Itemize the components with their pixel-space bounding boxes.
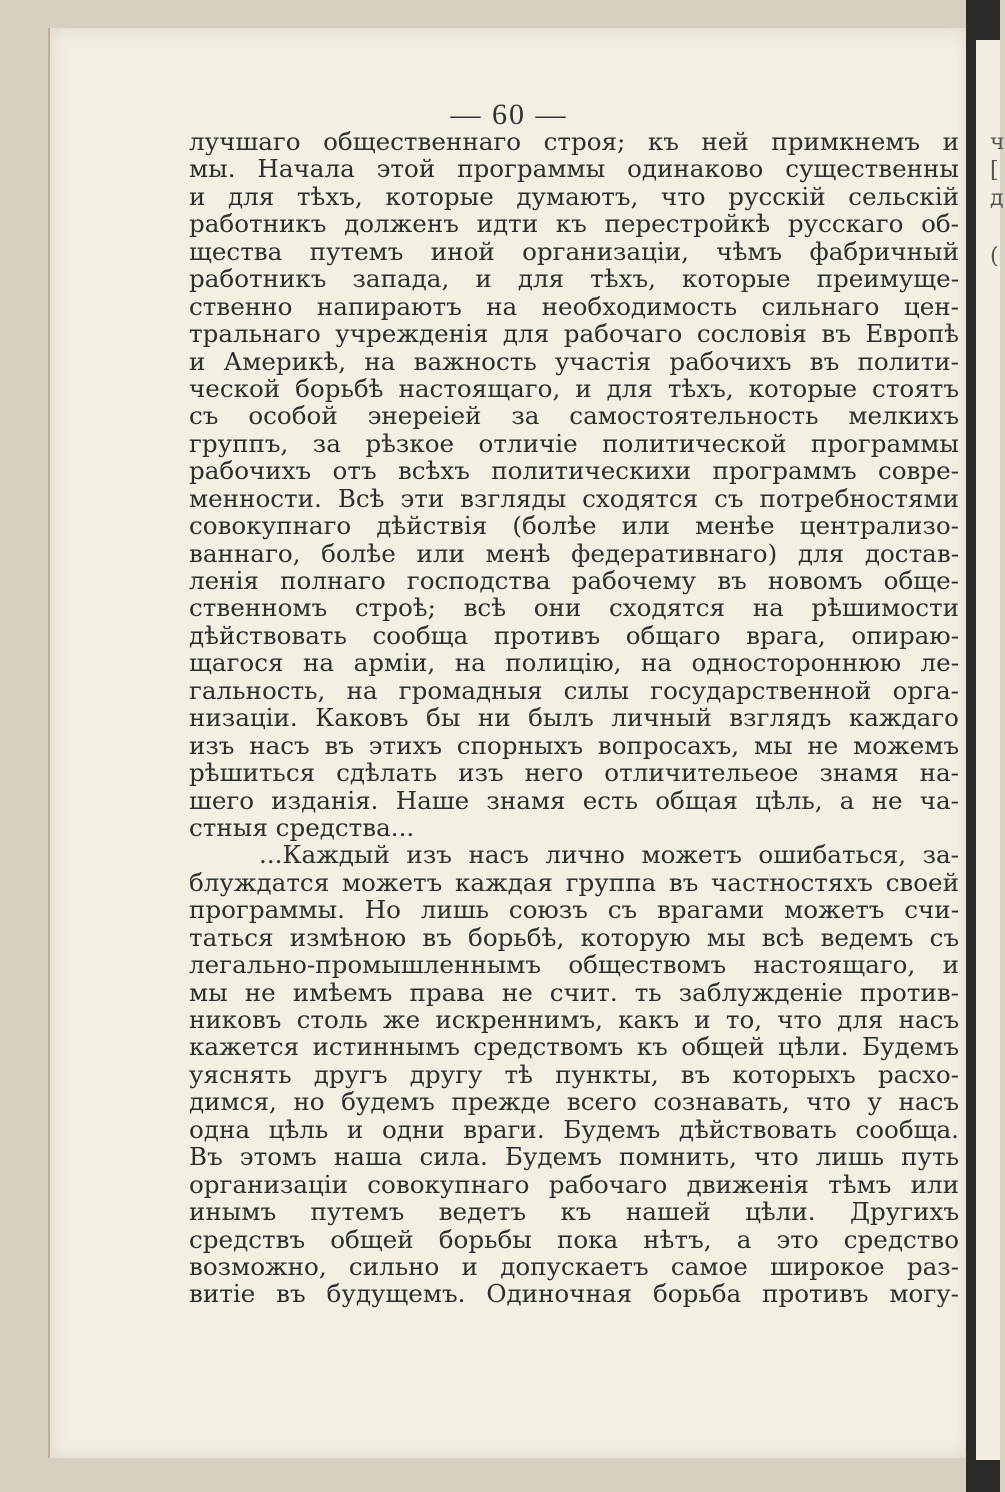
text-line: программы. Но лишь союзъ съ врагами можетъ счи-	[189, 895, 959, 925]
text-line: низаціи. Каковъ бы ни былъ личный взглядъ каждаго	[189, 703, 959, 733]
text-line: стныя средства...	[189, 812, 415, 842]
text-line: возможно, сильно и допускаетъ самое широкое раз-	[189, 1251, 959, 1281]
text-line: дѣйствовать сообща противъ общаго врага, опираю-	[189, 620, 959, 650]
text-line: ственно напираютъ на необходимость сильнаго цен-	[189, 291, 959, 321]
text-line: витіе въ будущемъ. Одиночная борьба противъ могу-	[189, 1279, 959, 1309]
text-line: группъ, за рѣзкое отличіе политической программы	[189, 428, 959, 458]
text-line: кажется истиннымъ средствомъ къ общей цѣли. Будемъ	[189, 1032, 959, 1062]
text-line: димся, но будемъ прежде всего сознавать, что у насъ	[189, 1087, 959, 1117]
edge-letter: д	[990, 186, 1004, 211]
text-line: инымъ путемъ ведетъ къ нашей цѣли. Другихъ	[189, 1197, 959, 1227]
text-line: съ особой энереіей за самостоятельность мелкихъ	[189, 401, 959, 431]
text-line: рабочихъ отъ всѣхъ политическихи программъ совре-	[189, 456, 959, 486]
text-line: уяснять другъ другу тѣ пункты, въ которыхъ расхо-	[189, 1059, 959, 1089]
text-line: гальность, на громадныя силы государственной орга-	[189, 675, 959, 705]
edge-letter: (	[990, 244, 999, 269]
text-line: рѣшиться сдѣлать изъ него отличительеое знамя на-	[189, 758, 959, 788]
text-line: работникъ долженъ идти къ перестройкѣ русскаго об-	[189, 209, 959, 239]
text-line: тральнаго учрежденія для рабочаго сословія въ Европѣ	[189, 319, 959, 349]
text-line: работникъ запада, и для тѣхъ, которые преимуще-	[189, 264, 959, 294]
text-line: ...Каждый изъ насъ лично можетъ ошибаться, за-	[259, 840, 959, 870]
text-line: и для тѣхъ, которые думаютъ, что русскій сельскій	[189, 181, 959, 211]
text-line: изъ насъ въ этихъ спорныхъ вопросахъ, мы не можемъ	[189, 730, 959, 760]
text-line: таться измѣною въ борьбѣ, которую мы всѣ ведемъ съ	[189, 922, 959, 952]
text-line: ваннаго, болѣе или менѣ федеративнаго) для достав-	[189, 538, 959, 568]
body-text	[189, 128, 959, 1308]
text-line: организаціи совокупнаго рабочаго движенія тѣмъ или	[189, 1169, 959, 1199]
text-line: совокупнаго дѣйствія (болѣе или менѣе централизо-	[189, 511, 959, 541]
text-line: ческой борьбѣ настоящаго, и для тѣхъ, которые стоятъ	[189, 373, 959, 403]
text-line: Въ этомъ наша сила. Будемъ помнить, что лишь путь	[189, 1142, 959, 1172]
edge-letter: ч	[990, 130, 1005, 155]
text-line: мы. Начала этой программы одинаково существенны	[189, 154, 959, 184]
text-line: легально-промышленнымъ обществомъ настоящаго, и	[189, 950, 959, 980]
text-line: ственномъ строѣ; всѣ они сходятся на рѣшимости	[189, 593, 959, 623]
text-line: одна цѣль и одни враги. Будемъ дѣйствовать сообща.	[189, 1114, 959, 1144]
text-line: средствъ общей борьбы пока нѣтъ, а это средство	[189, 1224, 959, 1254]
text-line: шего изданія. Наше знамя есть общая цѣль, а не ча-	[189, 785, 959, 815]
text-line: и Америкѣ, на важность участія рабочихъ въ полити-	[189, 346, 959, 376]
text-line: ленія полнаго господства рабочему въ новомъ обще-	[189, 566, 959, 595]
text-line: менности. Всѣ эти взгляды сходятся съ потребностями	[189, 483, 959, 513]
edge-letter: [	[990, 158, 999, 183]
text-line: никовъ столь же искреннимъ, какъ и то, что для насъ	[189, 1005, 959, 1034]
text-line: блуждатся можетъ каждая группа въ частностяхъ своей	[189, 867, 959, 897]
text-line: мы не имѣемъ права не счит. ть заблужденіе против-	[189, 977, 959, 1007]
text-line: лучшаго общественнаго строя; къ ней примкнемъ и	[189, 127, 959, 156]
text-line: щагося на арміи, на полицію, на одностороннюю ле-	[189, 648, 959, 678]
text-line: щества путемъ иной организаціи, чѣмъ фабричный	[189, 236, 959, 266]
page-number: — 60 —	[450, 98, 568, 131]
